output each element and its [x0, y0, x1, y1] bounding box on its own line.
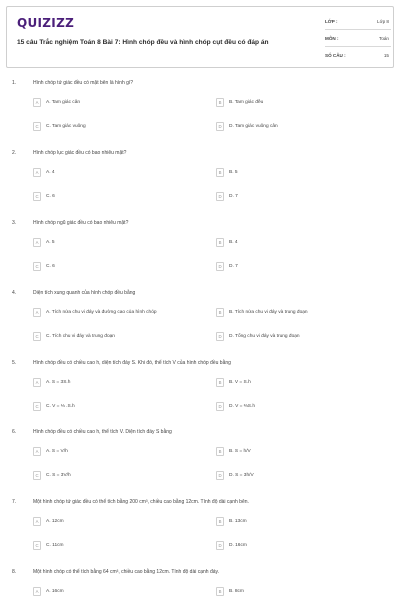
- option-c[interactable]: [33, 400, 75, 412]
- option-key: D: [216, 471, 224, 480]
- meta-value: Toán: [379, 35, 389, 41]
- question-text: Một hình chóp tứ giác đều có thể tích bằng 200 cm³, chiều cao bằng 12cm. Tính độ dài cạnh bên.: [33, 499, 249, 505]
- option-text: D. V = ⅔S.h: [229, 403, 255, 409]
- option-a[interactable]: [33, 166, 55, 178]
- option-key: A: [33, 378, 41, 387]
- meta-row-subject: [325, 30, 391, 47]
- option-text: C. V = ⅓ .S.h: [46, 403, 75, 409]
- option-text: A. S = 3S.h: [46, 379, 71, 385]
- option-key: A: [33, 517, 41, 526]
- option-text: A. 4: [46, 169, 55, 175]
- option-key: A: [33, 238, 41, 247]
- option-b[interactable]: [216, 306, 308, 318]
- option-c[interactable]: [33, 469, 71, 481]
- meta-label: LỚP :: [325, 18, 338, 24]
- option-key: D: [216, 332, 224, 341]
- option-c[interactable]: [33, 120, 86, 132]
- option-d[interactable]: [216, 260, 238, 272]
- option-text: A. 12cm: [46, 518, 64, 524]
- option-b[interactable]: [216, 515, 247, 527]
- question-text: Hình chóp đều có chiều cao h, diện tích đáy S. Khi đó, thể tích V của hình chóp đều bằng: [33, 360, 231, 366]
- meta-label: MÔN :: [325, 35, 339, 41]
- option-text: A. S = V/h: [46, 448, 68, 454]
- option-key: C: [33, 122, 41, 131]
- option-key: C: [33, 402, 41, 411]
- option-text: B. 13cm: [229, 518, 247, 524]
- question-number: 7.: [12, 499, 17, 505]
- question-number: 2.: [12, 150, 17, 156]
- option-a[interactable]: [33, 236, 55, 248]
- meta-value: 15: [383, 53, 389, 58]
- option-key: B: [216, 98, 224, 107]
- option-d[interactable]: [216, 330, 300, 342]
- option-key: D: [216, 402, 224, 411]
- option-a[interactable]: [33, 515, 64, 527]
- option-text: B. V = S.h: [229, 379, 251, 385]
- option-text: B. 5: [229, 169, 238, 175]
- option-key: B: [216, 238, 224, 247]
- option-c[interactable]: [33, 330, 115, 342]
- option-key: A: [33, 98, 41, 107]
- option-text: D. 16cm: [229, 542, 247, 548]
- quizizz-logo: QUIZIZZ: [17, 16, 75, 30]
- option-b[interactable]: [216, 445, 251, 457]
- option-text: A. 5: [46, 239, 55, 245]
- option-key: A: [33, 168, 41, 177]
- question-number: 6.: [12, 429, 17, 435]
- option-d[interactable]: [216, 469, 254, 481]
- option-key: A: [33, 308, 41, 317]
- option-text: C. Tích chu vi đáy và trung đoạn: [46, 333, 115, 339]
- meta-row-count: [325, 47, 391, 64]
- option-c[interactable]: [33, 539, 64, 551]
- option-key: C: [33, 262, 41, 271]
- question-number: 8.: [12, 569, 17, 575]
- option-text: D. 7: [229, 193, 238, 199]
- option-text: C. Tam giác vuông: [46, 123, 86, 129]
- option-d[interactable]: [216, 539, 247, 551]
- option-a[interactable]: [33, 96, 80, 108]
- meta-row-class: [325, 13, 391, 30]
- option-text: B. Tích nửa chu vi đáy và trung đoạn: [229, 309, 308, 315]
- question-text: Diện tích xung quanh của hình chóp đều bằng: [33, 290, 136, 296]
- option-b[interactable]: [216, 166, 238, 178]
- option-text: D. Tổng chu vi đáy và trung đoạn: [229, 333, 300, 339]
- option-key: D: [216, 122, 224, 131]
- question-text: Một hình chóp có thể tích bằng 64 cm³, chiều cao bằng 12cm. Tính độ dài cạnh đáy.: [33, 569, 220, 575]
- option-d[interactable]: [216, 120, 278, 132]
- option-key: C: [33, 332, 41, 341]
- option-key: B: [216, 378, 224, 387]
- option-text: B. S = h/V: [229, 448, 251, 454]
- option-text: C. S = 3V/h: [46, 472, 71, 478]
- option-c[interactable]: [33, 260, 55, 272]
- option-text: D. 7: [229, 263, 238, 269]
- option-text: B. 8cm: [229, 588, 244, 594]
- option-a[interactable]: [33, 376, 70, 388]
- option-text: C. 6: [46, 263, 55, 269]
- option-key: B: [216, 517, 224, 526]
- question-number: 4.: [12, 290, 17, 296]
- option-key: C: [33, 192, 41, 201]
- option-b[interactable]: [216, 96, 263, 108]
- option-c[interactable]: [33, 190, 55, 202]
- worksheet-title: 15 câu Trắc nghiệm Toán 8 Bài 7: Hình chóp đều và hình chóp cụt đều có đáp án: [17, 39, 269, 46]
- question-number: 1.: [12, 80, 17, 86]
- question-text: Hình chóp lục giác đều có bao nhiêu mặt?: [33, 150, 127, 156]
- option-b[interactable]: [216, 585, 244, 597]
- option-key: B: [216, 168, 224, 177]
- option-key: D: [216, 192, 224, 201]
- option-text: A. 16cm: [46, 588, 64, 594]
- option-text: B. Tam giác đều: [229, 99, 264, 105]
- question-number: 5.: [12, 360, 17, 366]
- option-key: D: [216, 541, 224, 550]
- option-text: A. Tam giác cân: [46, 99, 81, 105]
- meta-label: SỐ CÂU :: [325, 53, 346, 58]
- question-text: Hình chóp tứ giác đều có mặt bên là hình gì?: [33, 80, 134, 86]
- option-text: C. 11cm: [46, 542, 64, 548]
- option-text: D. S = 3h/V: [229, 472, 254, 478]
- option-key: A: [33, 587, 41, 596]
- option-text: C. 6: [46, 193, 55, 199]
- option-a[interactable]: [33, 445, 68, 457]
- question-text: Hình chóp đều có chiều cao h, thể tích V. Diện tích đáy S bằng: [33, 429, 172, 435]
- option-key: D: [216, 262, 224, 271]
- option-b[interactable]: [216, 236, 238, 248]
- meta-table: [325, 13, 391, 64]
- worksheet-header: [6, 6, 394, 68]
- meta-value: Lớp 8: [377, 18, 389, 24]
- option-key: B: [216, 447, 224, 456]
- option-d[interactable]: [216, 400, 255, 412]
- option-b[interactable]: [216, 376, 251, 388]
- option-text: A. Tích nửa chu vi đáy và đường cao của hình chóp: [46, 309, 157, 315]
- option-key: B: [216, 308, 224, 317]
- option-a[interactable]: [33, 306, 157, 318]
- option-key: C: [33, 471, 41, 480]
- option-key: B: [216, 587, 224, 596]
- option-a[interactable]: [33, 585, 64, 597]
- option-key: A: [33, 447, 41, 456]
- question-text: Hình chóp ngũ giác đều có bao nhiêu mặt?: [33, 220, 129, 226]
- question-number: 3.: [12, 220, 17, 226]
- option-text: B. 4: [229, 239, 238, 245]
- option-text: D. Tam giác vuông cân: [229, 123, 278, 129]
- option-key: C: [33, 541, 41, 550]
- option-d[interactable]: [216, 190, 238, 202]
